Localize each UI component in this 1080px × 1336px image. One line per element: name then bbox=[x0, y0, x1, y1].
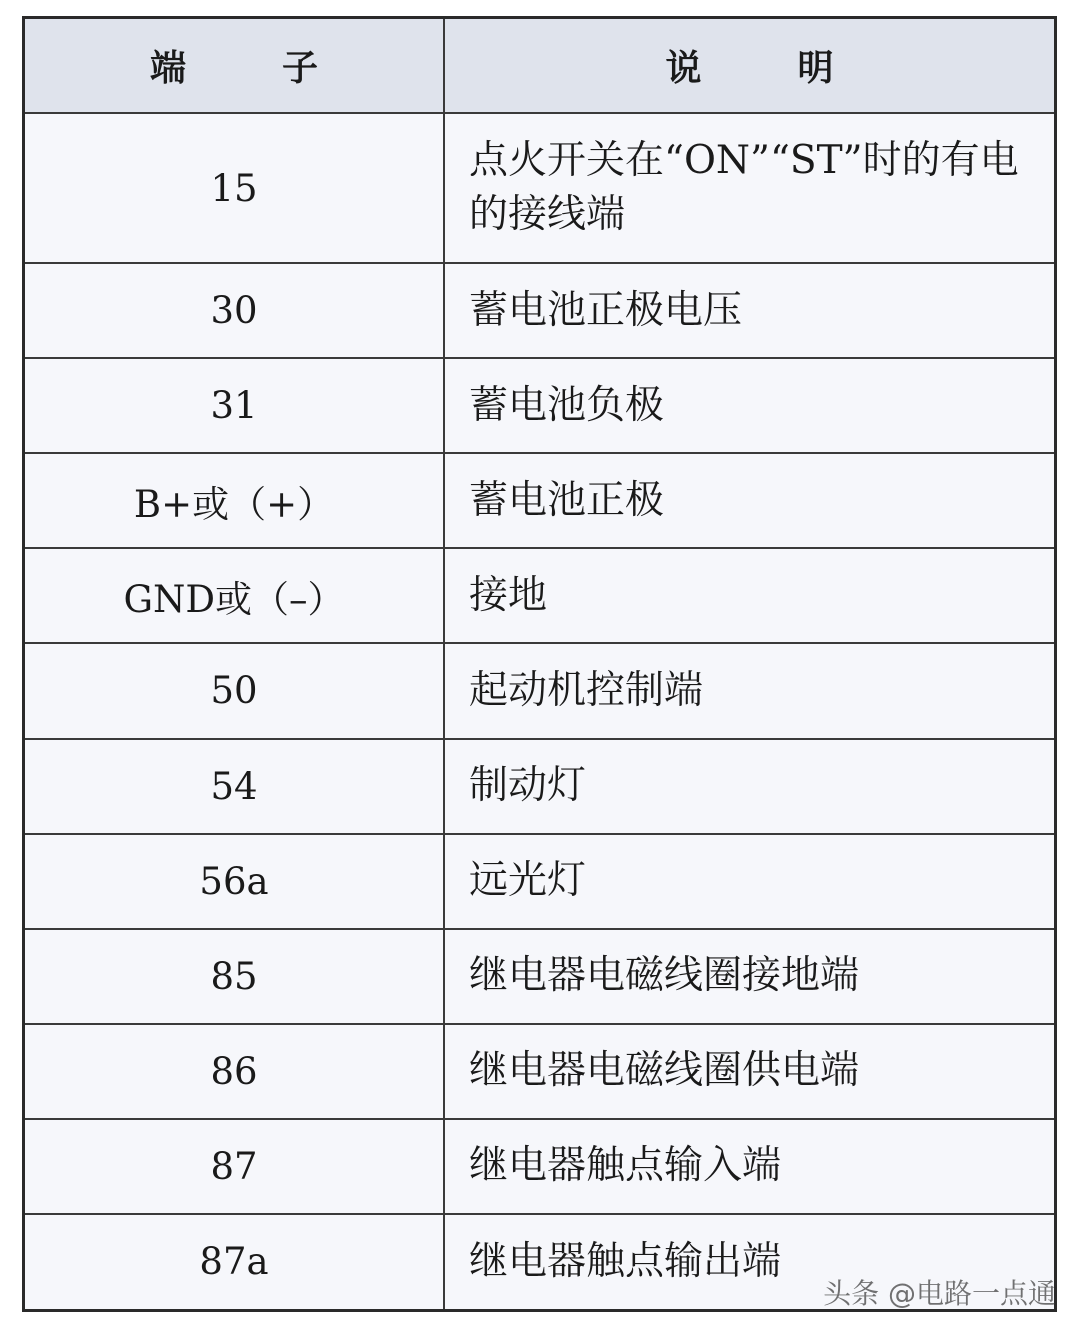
watermark: 头条 @电路一点通 bbox=[823, 1277, 1056, 1310]
terminal-cell: 87a bbox=[25, 1214, 444, 1309]
description-cell: 远光灯 bbox=[444, 834, 1054, 929]
description-cell: 接地 bbox=[444, 548, 1054, 643]
description-cell: 继电器触点输入端 bbox=[444, 1119, 1054, 1214]
table-row bbox=[25, 548, 1054, 643]
header-terminal: 端 子 bbox=[25, 19, 444, 113]
terminal-table bbox=[25, 19, 1054, 1309]
table-header-row bbox=[25, 19, 1054, 113]
terminal-cell: 87 bbox=[25, 1119, 444, 1214]
table-row bbox=[25, 453, 1054, 548]
terminal-cell: 31 bbox=[25, 358, 444, 453]
description-cell: 点火开关在“ON”“ST”时的有电的接线端 bbox=[444, 113, 1054, 263]
terminal-cell: 30 bbox=[25, 263, 444, 358]
terminal-table-frame bbox=[22, 16, 1057, 1312]
table-row bbox=[25, 1119, 1054, 1214]
table-row bbox=[25, 834, 1054, 929]
terminal-cell: 56a bbox=[25, 834, 444, 929]
table-row bbox=[25, 643, 1054, 738]
description-cell: 蓄电池负极 bbox=[444, 358, 1054, 453]
table-row bbox=[25, 358, 1054, 453]
table-row bbox=[25, 263, 1054, 358]
terminal-cell: 86 bbox=[25, 1024, 444, 1119]
description-cell: 起动机控制端 bbox=[444, 643, 1054, 738]
header-description: 说 明 bbox=[444, 19, 1054, 113]
terminal-cell: 15 bbox=[25, 113, 444, 263]
terminal-cell: GND或（–） bbox=[25, 548, 444, 643]
description-cell: 制动灯 bbox=[444, 739, 1054, 834]
terminal-cell: 50 bbox=[25, 643, 444, 738]
terminal-cell: B+或（+） bbox=[25, 453, 444, 548]
description-cell: 继电器触点输出端 bbox=[444, 1214, 1054, 1309]
table-row bbox=[25, 739, 1054, 834]
table-row bbox=[25, 1024, 1054, 1119]
terminal-cell: 54 bbox=[25, 739, 444, 834]
description-cell: 蓄电池正极电压 bbox=[444, 263, 1054, 358]
table-row bbox=[25, 113, 1054, 263]
description-cell: 继电器电磁线圈接地端 bbox=[444, 929, 1054, 1024]
description-cell: 蓄电池正极 bbox=[444, 453, 1054, 548]
description-cell: 继电器电磁线圈供电端 bbox=[444, 1024, 1054, 1119]
terminal-cell: 85 bbox=[25, 929, 444, 1024]
table-row bbox=[25, 929, 1054, 1024]
